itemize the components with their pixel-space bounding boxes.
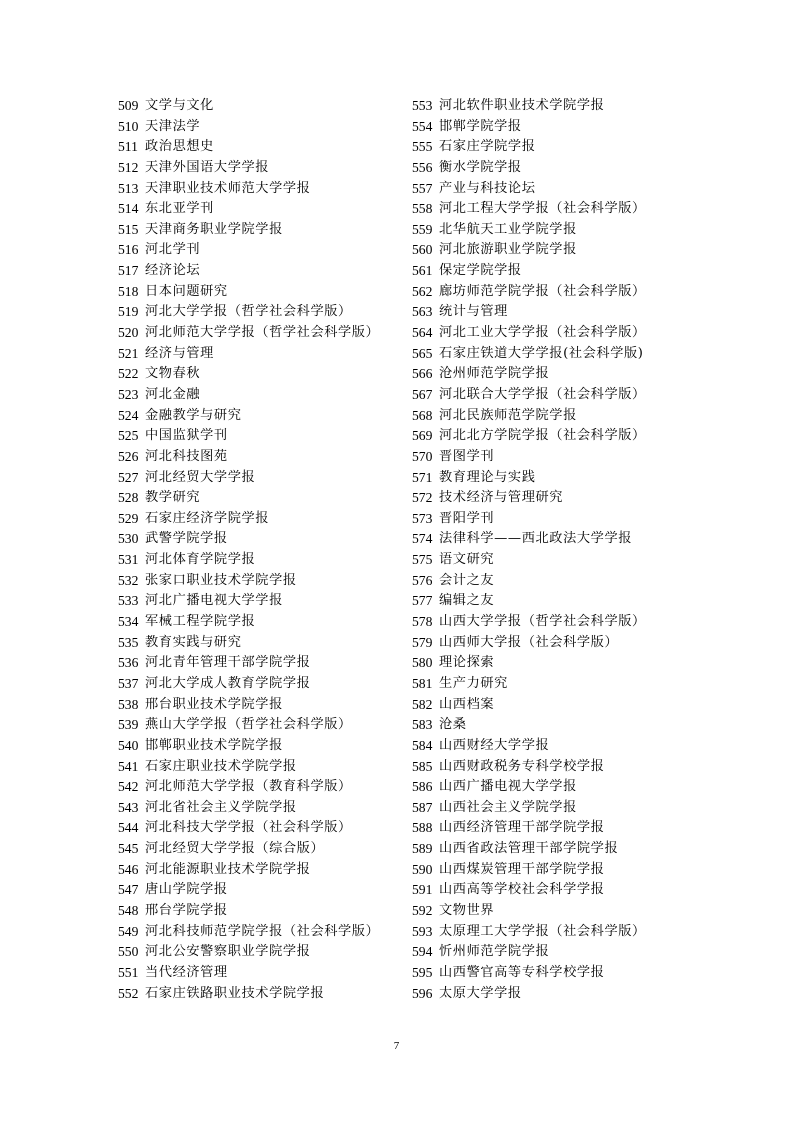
journal-title: 山西煤炭管理干部学院学报	[439, 861, 605, 877]
journal-entry	[412, 633, 712, 654]
journal-entry	[118, 468, 408, 489]
entry-number: 527	[118, 469, 139, 485]
journal-title: 燕山大学学报（哲学社会科学版）	[145, 717, 352, 733]
entry-number: 541	[118, 758, 139, 774]
entry-number: 561	[412, 263, 433, 279]
journal-entry	[118, 199, 408, 220]
entry-number: 548	[118, 902, 139, 918]
journal-entry	[412, 344, 712, 365]
journal-entry	[412, 364, 712, 385]
journal-entry	[118, 447, 408, 468]
entry-number: 520	[118, 325, 139, 341]
journal-title: 保定学院学报	[439, 263, 522, 279]
journal-title: 河北工业大学学报（社会科学版）	[439, 325, 646, 341]
entry-number: 557	[412, 180, 433, 196]
journal-entry	[118, 922, 408, 943]
journal-entry	[118, 323, 408, 344]
journal-entry	[118, 240, 408, 261]
entry-number: 586	[412, 779, 433, 795]
journal-entry	[412, 880, 712, 901]
entry-number: 538	[118, 696, 139, 712]
entry-number: 585	[412, 758, 433, 774]
journal-entry	[412, 942, 712, 963]
journal-entry	[412, 240, 712, 261]
journal-title: 石家庄铁道大学学报(社会科学版)	[439, 345, 644, 361]
entry-number: 560	[412, 242, 433, 258]
journal-title: 河北经贸大学学报	[145, 469, 256, 485]
entry-number: 564	[412, 325, 433, 341]
journal-entry	[118, 571, 408, 592]
journal-entry	[412, 529, 712, 550]
journal-title: 山西师大学报（社会科学版）	[439, 634, 619, 650]
page-number: 7	[393, 1040, 400, 1052]
journal-title: 太原大学学报	[439, 985, 522, 1001]
journal-entry	[412, 179, 712, 200]
entry-number: 591	[412, 882, 433, 898]
journal-title: 河北大学学报（哲学社会科学版）	[145, 304, 352, 320]
entry-number: 553	[412, 98, 433, 113]
journal-title: 邯郸职业技术学院学报	[145, 737, 283, 753]
journal-entry	[118, 839, 408, 860]
journal-entry	[118, 137, 408, 158]
entry-number: 542	[118, 779, 139, 795]
entry-number: 575	[412, 552, 433, 568]
entry-number: 579	[412, 634, 433, 650]
entry-number: 544	[118, 820, 139, 836]
journal-entry	[118, 488, 408, 509]
journal-title: 教学研究	[145, 490, 201, 506]
right-journal-list	[412, 96, 712, 1004]
entry-number: 555	[412, 139, 433, 155]
journal-title: 教育实践与研究	[145, 634, 242, 650]
entry-number: 523	[118, 386, 139, 402]
journal-entry	[118, 633, 408, 654]
journal-title: 河北学刊	[145, 242, 201, 258]
journal-entry	[118, 777, 408, 798]
journal-entry	[412, 612, 712, 633]
journal-title: 产业与科技论坛	[439, 180, 536, 196]
entry-number: 525	[118, 428, 139, 444]
journal-title: 河北旅游职业学院学报	[439, 242, 577, 258]
journal-entry	[412, 385, 712, 406]
entry-number: 596	[412, 985, 433, 1001]
journal-title: 会计之友	[439, 572, 495, 588]
journal-title: 天津商务职业学院学报	[145, 221, 283, 237]
journal-title: 经济论坛	[145, 263, 201, 279]
journal-title: 河北民族师范学院学报	[439, 407, 577, 423]
journal-entry	[118, 818, 408, 839]
journal-entry	[412, 488, 712, 509]
entry-number: 543	[118, 799, 139, 815]
entry-number: 521	[118, 345, 139, 361]
journal-title: 山西高等学校社会科学学报	[439, 882, 605, 898]
journal-title: 忻州师范学院学报	[439, 944, 550, 960]
journal-entry	[118, 963, 408, 984]
journal-title: 河北师范大学学报（哲学社会科学版）	[145, 325, 380, 341]
journal-entry	[412, 509, 712, 530]
journal-title: 山西档案	[439, 696, 495, 712]
journal-title: 河北科技师范学院学报（社会科学版）	[145, 923, 380, 939]
journal-entry	[118, 509, 408, 530]
journal-title: 经济与管理	[145, 345, 214, 361]
journal-title: 山西警官高等专科学校学报	[439, 964, 605, 980]
journal-entry	[118, 261, 408, 282]
journal-entry	[118, 860, 408, 881]
entry-number: 510	[118, 118, 139, 134]
entry-number: 536	[118, 655, 139, 671]
entry-number: 534	[118, 614, 139, 630]
journal-title: 文物春秋	[145, 366, 201, 382]
journal-entry	[412, 922, 712, 943]
entry-number: 532	[118, 572, 139, 588]
journal-entry	[118, 695, 408, 716]
entry-number: 529	[118, 510, 139, 526]
entry-number: 540	[118, 737, 139, 753]
journal-title: 邯郸学院学报	[439, 118, 522, 134]
journal-entry	[412, 860, 712, 881]
journal-title: 河北省社会主义学院学报	[145, 799, 297, 815]
journal-entry	[118, 158, 408, 179]
journal-entry	[412, 468, 712, 489]
journal-title: 金融教学与研究	[145, 407, 242, 423]
journal-title: 廊坊师范学院学报（社会科学版）	[439, 283, 646, 299]
entry-number: 549	[118, 923, 139, 939]
entry-number: 528	[118, 490, 139, 506]
entry-number: 558	[412, 201, 433, 217]
entry-number: 570	[412, 448, 433, 464]
entry-number: 518	[118, 283, 139, 299]
journal-entry	[412, 818, 712, 839]
journal-entry	[118, 591, 408, 612]
journal-title: 山西经济管理干部学院学报	[439, 820, 605, 836]
entry-number: 556	[412, 159, 433, 175]
journal-entry	[118, 942, 408, 963]
journal-title: 河北师范大学学报（教育科学版）	[145, 779, 352, 795]
journal-title: 沧桑	[439, 717, 467, 733]
journal-title: 河北广播电视大学学报	[145, 593, 283, 609]
journal-entry	[412, 695, 712, 716]
journal-title: 山西社会主义学院学报	[439, 799, 577, 815]
journal-title: 河北科技图苑	[145, 448, 228, 464]
journal-entry	[118, 117, 408, 138]
entry-number: 571	[412, 469, 433, 485]
entry-number: 584	[412, 737, 433, 753]
journal-title: 石家庄学院学报	[439, 139, 536, 155]
journal-entry	[412, 571, 712, 592]
journal-entry	[118, 736, 408, 757]
journal-entry	[118, 612, 408, 633]
journal-title: 文物世界	[439, 902, 495, 918]
journal-title: 政治思想史	[145, 139, 214, 155]
entry-number: 519	[118, 304, 139, 320]
journal-title: 军械工程学院学报	[145, 614, 256, 630]
journal-entry	[412, 96, 712, 117]
journal-title: 武警学院学报	[145, 531, 228, 547]
journal-entry	[118, 901, 408, 922]
entry-number: 514	[118, 201, 139, 217]
entry-number: 576	[412, 572, 433, 588]
entry-number: 582	[412, 696, 433, 712]
journal-title: 河北公安警察职业学院学报	[145, 944, 311, 960]
journal-entry	[412, 302, 712, 323]
journal-entry	[412, 674, 712, 695]
journal-entry	[118, 302, 408, 323]
journal-title: 山西广播电视大学学报	[439, 779, 577, 795]
journal-entry	[412, 282, 712, 303]
entry-number: 572	[412, 490, 433, 506]
journal-entry	[412, 777, 712, 798]
journal-title: 文学与文化	[145, 98, 214, 113]
journal-entry	[412, 798, 712, 819]
journal-title: 法律科学——西北政法大学学报	[439, 531, 633, 547]
journal-title: 石家庄职业技术学院学报	[145, 758, 297, 774]
entry-number: 563	[412, 304, 433, 320]
journal-title: 衡水学院学报	[439, 159, 522, 175]
journal-title: 理论探索	[439, 655, 495, 671]
journal-title: 河北科技大学学报（社会科学版）	[145, 820, 352, 836]
journal-title: 张家口职业技术学院学报	[145, 572, 297, 588]
journal-entry	[118, 757, 408, 778]
journal-entry	[118, 282, 408, 303]
journal-title: 河北联合大学学报（社会科学版）	[439, 386, 646, 402]
entry-number: 588	[412, 820, 433, 836]
journal-entry	[118, 984, 408, 1005]
journal-title: 语文研究	[439, 552, 495, 568]
entry-number: 573	[412, 510, 433, 526]
journal-entry	[412, 984, 712, 1005]
journal-entry	[412, 137, 712, 158]
journal-entry	[412, 591, 712, 612]
entry-number: 516	[118, 242, 139, 258]
journal-title: 天津法学	[145, 118, 201, 134]
entry-number: 522	[118, 366, 139, 382]
entry-number: 587	[412, 799, 433, 815]
journal-entry	[412, 736, 712, 757]
journal-title: 河北工程大学学报（社会科学版）	[439, 201, 646, 217]
journal-title: 河北大学成人教育学院学报	[145, 675, 311, 691]
entry-number: 569	[412, 428, 433, 444]
journal-title: 山西大学学报（哲学社会科学版）	[439, 614, 646, 630]
journal-title: 生产力研究	[439, 675, 508, 691]
journal-title: 山西财政税务专科学校学报	[439, 758, 605, 774]
journal-entry	[118, 96, 408, 117]
journal-entry	[412, 199, 712, 220]
entry-number: 530	[118, 531, 139, 547]
entry-number: 554	[412, 118, 433, 134]
journal-title: 晋图学刊	[439, 448, 495, 464]
journal-entry	[118, 179, 408, 200]
entry-number: 574	[412, 531, 433, 547]
entry-number: 565	[412, 345, 433, 361]
journal-entry	[118, 529, 408, 550]
left-journal-list	[118, 96, 408, 1004]
journal-title: 河北青年管理干部学院学报	[145, 655, 311, 671]
entry-number: 559	[412, 221, 433, 237]
journal-entry	[412, 323, 712, 344]
entry-number: 512	[118, 159, 139, 175]
entry-number: 533	[118, 593, 139, 609]
journal-title: 编辑之友	[439, 593, 495, 609]
journal-title: 当代经济管理	[145, 964, 228, 980]
entry-number: 580	[412, 655, 433, 671]
journal-title: 教育理论与实践	[439, 469, 536, 485]
journal-entry	[118, 344, 408, 365]
entry-number: 593	[412, 923, 433, 939]
journal-title: 唐山学院学报	[145, 882, 228, 898]
entry-number: 566	[412, 366, 433, 382]
journal-entry	[412, 426, 712, 447]
entry-number: 594	[412, 944, 433, 960]
journal-title: 技术经济与管理研究	[439, 490, 564, 506]
journal-entry	[412, 653, 712, 674]
entry-number: 551	[118, 964, 139, 980]
journal-entry	[412, 406, 712, 427]
entry-number: 531	[118, 552, 139, 568]
journal-title: 河北软件职业技术学院学报	[439, 98, 605, 113]
journal-title: 河北北方学院学报（社会科学版）	[439, 428, 646, 444]
entry-number: 590	[412, 861, 433, 877]
journal-entry	[412, 901, 712, 922]
journal-entry	[412, 963, 712, 984]
journal-title: 北华航天工业学院学报	[439, 221, 577, 237]
entry-number: 539	[118, 717, 139, 733]
journal-entry	[412, 839, 712, 860]
entry-number: 547	[118, 882, 139, 898]
journal-title: 河北金融	[145, 386, 201, 402]
journal-entry	[118, 798, 408, 819]
entry-number: 537	[118, 675, 139, 691]
journal-entry	[412, 447, 712, 468]
journal-entry	[118, 364, 408, 385]
entry-number: 577	[412, 593, 433, 609]
entry-number: 581	[412, 675, 433, 691]
journal-entry	[118, 880, 408, 901]
entry-number: 513	[118, 180, 139, 196]
journal-title: 河北能源职业技术学院学报	[145, 861, 311, 877]
entry-number: 526	[118, 448, 139, 464]
journal-title: 中国监狱学刊	[145, 428, 228, 444]
entry-number: 511	[118, 139, 138, 155]
journal-entry	[412, 158, 712, 179]
journal-title: 天津外国语大学学报	[145, 159, 270, 175]
journal-entry	[118, 550, 408, 571]
journal-title: 太原理工大学学报（社会科学版）	[439, 923, 646, 939]
entry-number: 568	[412, 407, 433, 423]
journal-title: 河北经贸大学学报（综合版）	[145, 841, 325, 857]
entry-number: 509	[118, 98, 139, 113]
journal-entry	[412, 550, 712, 571]
journal-entry	[118, 653, 408, 674]
journal-title: 天津职业技术师范大学学报	[145, 180, 311, 196]
entry-number: 592	[412, 902, 433, 918]
journal-title: 邢台学院学报	[145, 902, 228, 918]
journal-title: 晋阳学刊	[439, 510, 495, 526]
entry-number: 535	[118, 634, 139, 650]
entry-number: 552	[118, 985, 139, 1001]
journal-title: 石家庄经济学院学报	[145, 510, 270, 526]
entry-number: 583	[412, 717, 433, 733]
entry-number: 578	[412, 614, 433, 630]
entry-number: 589	[412, 841, 433, 857]
journal-title: 统计与管理	[439, 304, 508, 320]
journal-entry	[118, 385, 408, 406]
journal-title: 山西省政法管理干部学院学报	[439, 841, 619, 857]
entry-number: 545	[118, 841, 139, 857]
entry-number: 517	[118, 263, 139, 279]
journal-title: 沧州师范学院学报	[439, 366, 550, 382]
entry-number: 550	[118, 944, 139, 960]
journal-entry	[118, 674, 408, 695]
journal-entry	[412, 261, 712, 282]
entry-number: 546	[118, 861, 139, 877]
journal-entry	[118, 220, 408, 241]
journal-title: 石家庄铁路职业技术学院学报	[145, 985, 325, 1001]
journal-entry	[412, 715, 712, 736]
entry-number: 562	[412, 283, 433, 299]
journal-title: 山西财经大学学报	[439, 737, 550, 753]
journal-title: 日本问题研究	[145, 283, 228, 299]
journal-entry	[412, 117, 712, 138]
entry-number: 567	[412, 386, 433, 402]
journal-entry	[412, 220, 712, 241]
entry-number: 515	[118, 221, 139, 237]
journal-title: 邢台职业技术学院学报	[145, 696, 283, 712]
entry-number: 595	[412, 964, 433, 980]
journal-entry	[118, 426, 408, 447]
journal-title: 东北亚学刊	[145, 201, 214, 217]
journal-entry	[412, 757, 712, 778]
journal-entry	[118, 406, 408, 427]
journal-entry	[118, 715, 408, 736]
journal-title: 河北体育学院学报	[145, 552, 256, 568]
entry-number: 524	[118, 407, 139, 423]
